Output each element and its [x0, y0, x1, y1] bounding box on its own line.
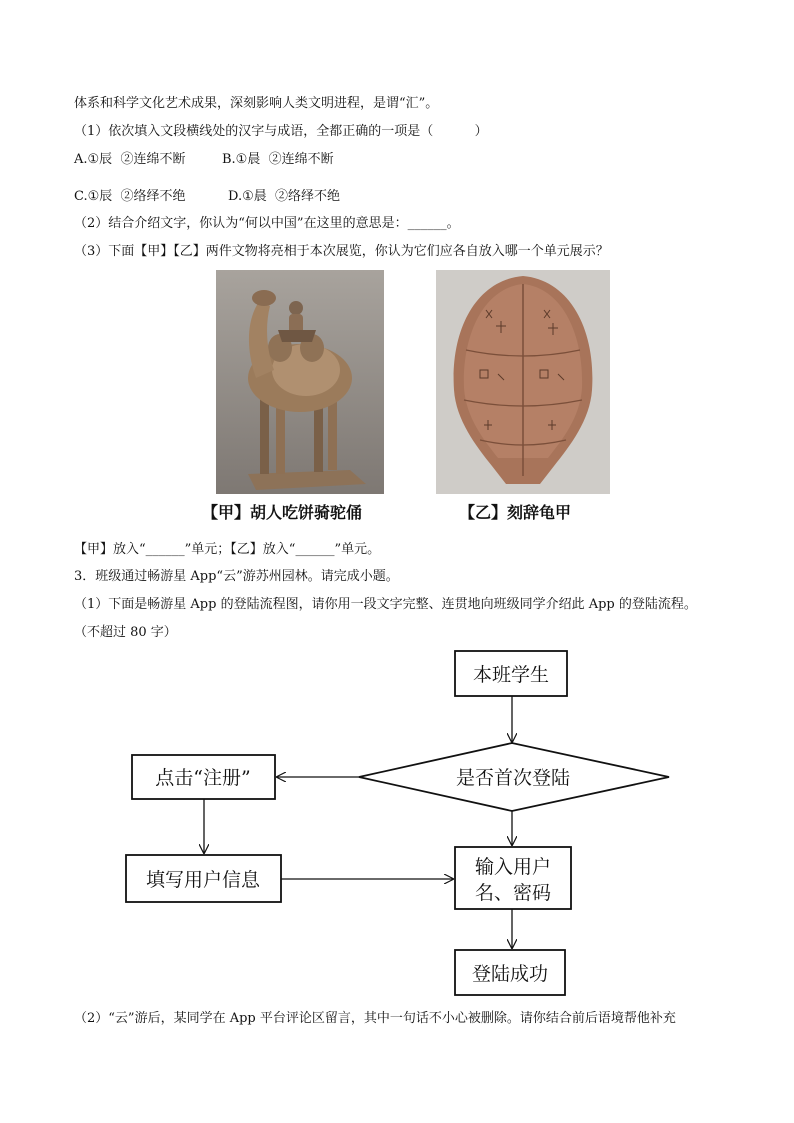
fill-info-box: [126, 855, 281, 902]
input-label-line2: 名、密码: [474, 882, 552, 904]
question-3-1-limit: （不超过 80 字）: [74, 625, 177, 640]
answer-line: 【甲】放入“______”单元；【乙】放入“______”单元。: [74, 542, 381, 557]
question-3-1: （1）下面是畅游星 App 的登陆流程图，请你用一段文字完整、连贯地向班级同学介绍此 App 的登陆流程。: [74, 597, 697, 612]
caption-yi: 【乙】刻辞龟甲: [459, 503, 572, 522]
register-box: [132, 755, 275, 799]
option-d: D.①晨 ②络绎不绝: [228, 189, 341, 204]
register-label: 点击“注册”: [155, 767, 251, 789]
decision-label: 是否首次登陆: [455, 767, 571, 789]
input-label-line1: 输入用户: [474, 856, 552, 878]
question-3: （3）下面【甲】【乙】两件文物将亮相于本次展览，你认为它们应各自放入哪一个单元展示？: [74, 244, 609, 259]
question-3-intro: 3．班级通过畅游星 App“云”游苏州园林。请完成小题。: [74, 569, 399, 584]
question-3-2: （2）“云”游后，某同学在 App 平台评论区留言，其中一句话不小心被删除。请你结合前后语境帮他补充: [74, 1011, 676, 1026]
question-2: （2）结合介绍文字，你认为“何以中国”在这里的意思是：______。: [74, 216, 460, 231]
start-box-label: 本班学生: [472, 664, 550, 686]
decision-diamond: [359, 743, 669, 811]
caption-jia: 【甲】胡人吃饼骑驼俑: [202, 503, 363, 522]
start-box: [455, 651, 567, 696]
paragraph-end: 体系和科学文化艺术成果，深刻影响人类文明进程，是谓“汇”。: [74, 96, 439, 111]
input-credentials-box: [455, 847, 571, 909]
option-b: B.①晨 ②连绵不断: [222, 152, 334, 167]
success-box: [455, 950, 565, 995]
question-1: （1）依次填入文段横线处的汉字与成语，全都正确的一项是（ ）: [74, 124, 488, 139]
option-c: C.①辰 ②络绎不绝: [74, 189, 186, 204]
option-a: A.①辰 ②连绵不断: [74, 152, 186, 167]
success-label: 登陆成功: [471, 963, 549, 985]
fill-info-label: 填写用户信息: [145, 869, 261, 891]
